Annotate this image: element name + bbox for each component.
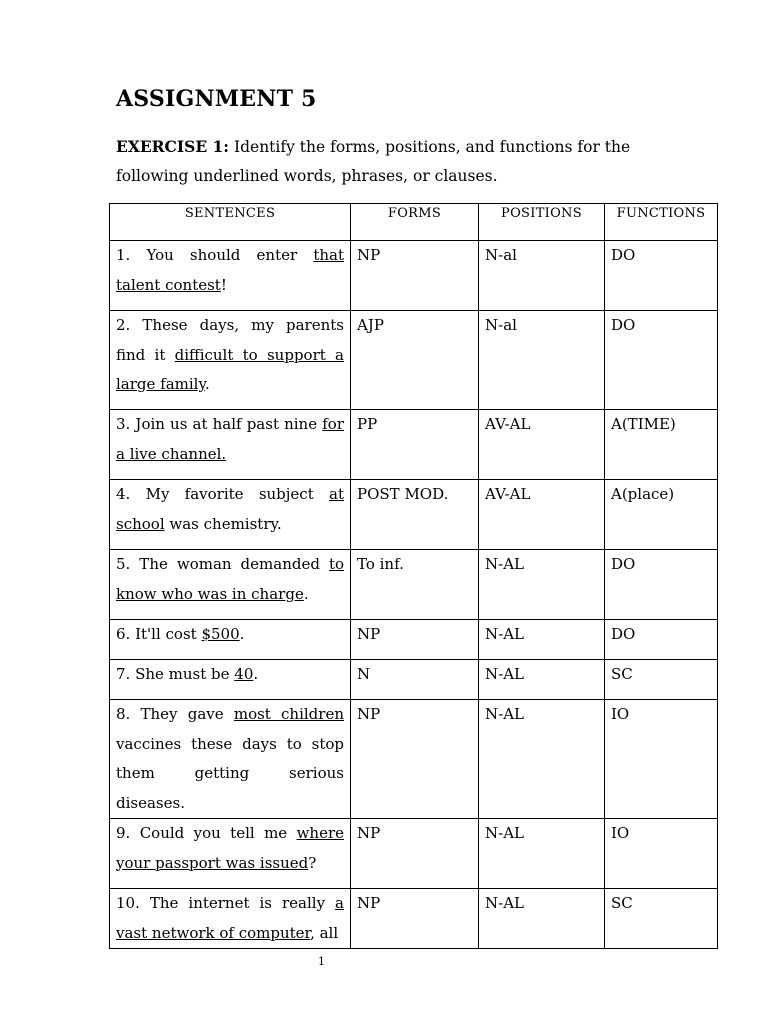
- underlined-segment: to know who was in charge: [116, 555, 344, 603]
- sentence-segment: ?: [308, 853, 317, 872]
- underlined-segment: for a live channel.: [116, 415, 344, 463]
- form-cell: NP: [351, 700, 479, 819]
- underlined-segment: where your passport was issued: [116, 824, 344, 872]
- function-cell: IO: [605, 700, 718, 819]
- sentence-cell: [110, 700, 351, 819]
- header-forms: FORMS: [351, 204, 479, 241]
- position-cell: AV-AL: [479, 480, 605, 550]
- page-number: 1: [318, 955, 325, 968]
- table-row: [110, 311, 718, 410]
- sentence-segment: .: [204, 375, 210, 393]
- form-cell: NP: [351, 620, 479, 660]
- underlined-segment: most children: [233, 705, 344, 723]
- exercise-label: EXERCISE 1:: [116, 137, 230, 156]
- position-cell: N-al: [479, 311, 605, 410]
- sentence-segment: was chemistry.: [164, 514, 282, 533]
- function-cell: DO: [605, 550, 718, 620]
- sentence-segment: 8. They gave: [116, 705, 234, 723]
- underlined-segment: 40: [234, 665, 254, 683]
- sentence-cell: [110, 241, 351, 311]
- sentence-cell: [110, 480, 351, 550]
- table-row: [110, 480, 718, 550]
- sentence-segment: , all: [310, 923, 339, 942]
- position-cell: N-AL: [479, 550, 605, 620]
- form-cell: To inf.: [351, 550, 479, 620]
- function-cell: DO: [605, 241, 718, 311]
- position-cell: N-AL: [479, 889, 605, 949]
- form-cell: NP: [351, 889, 479, 949]
- sentence-segment: !: [220, 275, 227, 294]
- sentence-segment: 2. These days, my parents find it: [116, 316, 344, 364]
- table-row: [110, 700, 718, 819]
- position-cell: AV-AL: [479, 410, 605, 480]
- sentence-cell: [110, 410, 351, 480]
- underlined-segment: a vast network of computer: [116, 894, 344, 942]
- underlined-segment: that talent contest: [116, 246, 344, 294]
- sentence-segment: .: [239, 625, 245, 643]
- sentence-cell: [110, 550, 351, 620]
- position-cell: N-AL: [479, 700, 605, 819]
- table-row: [110, 410, 718, 480]
- sentence-segment: 7. She must be: [116, 665, 235, 683]
- function-cell: DO: [605, 311, 718, 410]
- form-cell: PP: [351, 410, 479, 480]
- function-cell: DO: [605, 620, 718, 660]
- table-row: [110, 819, 718, 889]
- function-cell: SC: [605, 660, 718, 700]
- table-header-row: [110, 204, 718, 241]
- exercise-instructions: [116, 132, 676, 191]
- table-row: [110, 660, 718, 700]
- sentence-cell: [110, 620, 351, 660]
- sentence-segment: 10. The internet is really: [116, 894, 336, 912]
- table-row: [110, 620, 718, 660]
- sentence-segment: 9. Could you tell me: [116, 824, 297, 842]
- table-row: [110, 550, 718, 620]
- header-sentences: SENTENCES: [110, 204, 351, 241]
- header-positions: POSITIONS: [479, 204, 605, 241]
- sentence-segment: 4. My favorite subject: [116, 485, 330, 503]
- sentence-cell: [110, 819, 351, 889]
- exercise-text: Identify the forms, positions, and functions for the following underlined words, phrases, or clauses.: [116, 138, 631, 185]
- sentence-segment: 6. It'll cost: [116, 625, 202, 643]
- function-cell: A(TIME): [605, 410, 718, 480]
- function-cell: A(place): [605, 480, 718, 550]
- sentence-segment: 3. Join us at half past nine: [116, 415, 323, 433]
- position-cell: N-AL: [479, 819, 605, 889]
- position-cell: N-AL: [479, 660, 605, 700]
- table-row: [110, 889, 718, 949]
- function-cell: IO: [605, 819, 718, 889]
- table-row: [110, 241, 718, 311]
- sentence-segment: vaccines these days to stop them getting serious diseases.: [116, 734, 344, 812]
- header-functions: FUNCTIONS: [605, 204, 718, 241]
- page-title: ASSIGNMENT 5: [116, 86, 317, 112]
- underlined-segment: $500: [201, 625, 240, 643]
- function-cell: SC: [605, 889, 718, 949]
- sentence-cell: [110, 311, 351, 410]
- form-cell: NP: [351, 241, 479, 311]
- sentence-segment: 5. The woman demanded: [116, 555, 329, 573]
- form-cell: POST MOD.: [351, 480, 479, 550]
- underlined-segment: at school: [116, 485, 344, 533]
- sentence-segment: .: [303, 584, 309, 603]
- form-cell: N: [351, 660, 479, 700]
- table-body: [110, 241, 718, 949]
- position-cell: N-al: [479, 241, 605, 311]
- sentence-cell: [110, 889, 351, 949]
- form-cell: NP: [351, 819, 479, 889]
- position-cell: N-AL: [479, 620, 605, 660]
- form-cell: AJP: [351, 311, 479, 410]
- sentence-segment: 1. You should enter: [116, 246, 314, 264]
- sentence-segment: .: [253, 665, 259, 683]
- underlined-segment: difficult to support a large family: [116, 345, 344, 393]
- analysis-table: [109, 203, 718, 949]
- sentence-cell: [110, 660, 351, 700]
